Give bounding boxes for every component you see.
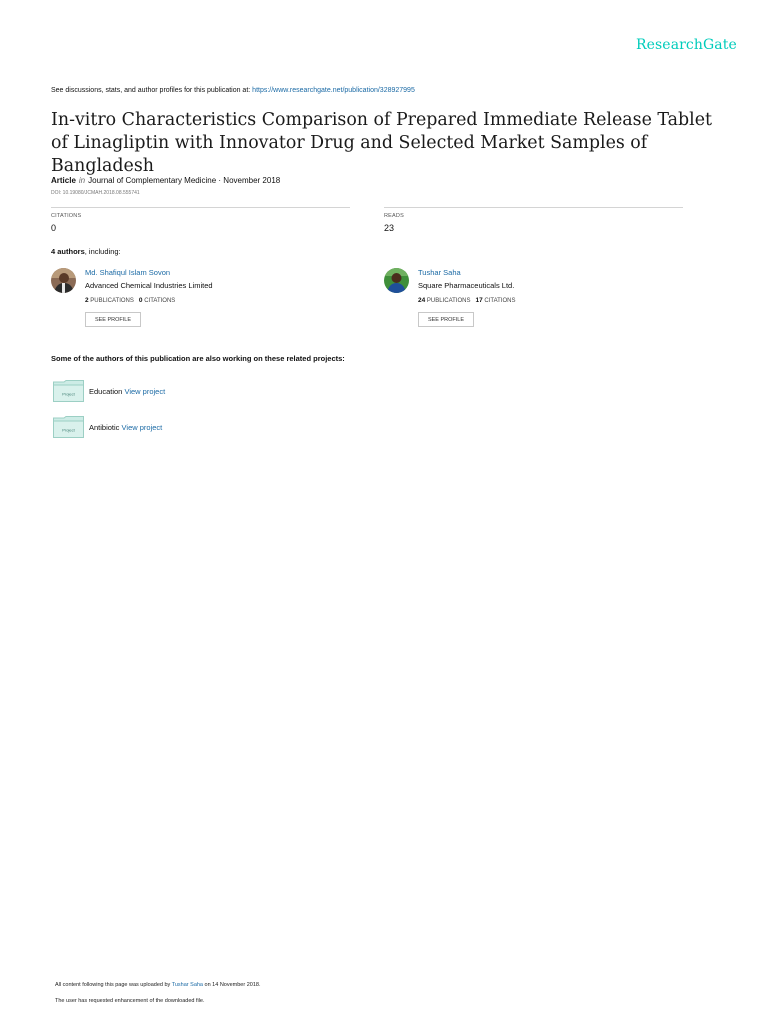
reads-divider xyxy=(384,207,683,208)
author-stats xyxy=(85,297,175,304)
project-icon-label: Project xyxy=(62,427,75,433)
author-photo-icon xyxy=(384,268,409,293)
upload-suffix: on 14 November 2018. xyxy=(203,982,261,988)
publication-meta xyxy=(51,176,280,185)
author-avatar[interactable] xyxy=(51,268,76,293)
see-profile-button[interactable]: SEE PROFILE xyxy=(85,312,141,327)
author-publications-count: 2 xyxy=(85,297,89,304)
folder-icon xyxy=(53,416,84,438)
author-citations-count: 0 xyxy=(138,297,143,304)
citations-divider xyxy=(51,207,350,208)
journal-date: Journal of Complementary Medicine · November 2018 xyxy=(88,176,281,185)
project-row xyxy=(89,423,162,432)
related-projects-heading: Some of the authors of this publication are also working on these related projects: xyxy=(51,354,345,363)
project-item xyxy=(53,380,84,407)
authors-line xyxy=(51,247,121,256)
project-name: Antibiotic xyxy=(89,423,120,432)
view-project-link[interactable]: View project xyxy=(124,387,166,396)
author-stats xyxy=(418,297,516,304)
folder-icon xyxy=(53,380,84,402)
authors-count: 4 authors xyxy=(51,247,85,256)
author-institution: Square Pharmaceuticals Ltd. xyxy=(418,281,515,290)
upload-note xyxy=(55,982,260,988)
publication-type: Article xyxy=(51,176,76,185)
citations-label: CITATIONS xyxy=(51,213,82,219)
author-photo-icon xyxy=(51,268,76,293)
project-row xyxy=(89,387,165,396)
author-avatar[interactable] xyxy=(384,268,409,293)
author-citations-label: CITATIONS xyxy=(484,298,516,304)
author-publications-count: 24 xyxy=(418,297,426,304)
reads-value: 23 xyxy=(384,223,395,233)
author-name-link[interactable]: Tushar Saha xyxy=(418,268,461,277)
citations-value: 0 xyxy=(51,223,57,233)
reads-label: READS xyxy=(384,213,404,219)
enhancement-note: The user has requested enhancement of the downloaded file. xyxy=(55,998,205,1004)
discussion-prefix: See discussions, stats, and author profiles for this publication at: xyxy=(51,87,253,94)
author-citations-count: 17 xyxy=(475,297,483,304)
project-item xyxy=(53,416,84,443)
uploader-link[interactable]: Tushar Saha xyxy=(171,982,203,988)
project-name: Education xyxy=(89,387,123,396)
author-name-link[interactable]: Md. Shafiqul Islam Sovon xyxy=(85,268,171,277)
publication-title: In-vitro Characteristics Comparison of Prepared Immediate Release Tablet of Linagliptin with Innovator Drug and Selected Market Samples of Bangladesh xyxy=(51,110,712,176)
researchgate-logo[interactable]: ResearchGate xyxy=(636,37,737,53)
publication-url-link[interactable]: https://www.researchgate.net/publication/328927995 xyxy=(252,87,415,94)
author-citations-label: CITATIONS xyxy=(144,298,176,304)
authors-suffix: , including: xyxy=(84,247,121,256)
author-institution: Advanced Chemical Industries Limited xyxy=(85,281,213,290)
upload-prefix: All content following this page was uploaded by xyxy=(55,982,172,988)
author-publications-label: PUBLICATIONS xyxy=(90,298,134,304)
project-icon-label: Project xyxy=(62,391,75,397)
author-publications-label: PUBLICATIONS xyxy=(426,298,471,304)
publication-doi: DOI: 10.19080/JCMAH.2018.08.555741 xyxy=(51,190,140,196)
see-profile-button[interactable]: SEE PROFILE xyxy=(418,312,474,327)
discussion-line xyxy=(51,87,415,94)
view-project-link[interactable]: View project xyxy=(121,423,163,432)
publication-in-label: in xyxy=(78,176,86,185)
